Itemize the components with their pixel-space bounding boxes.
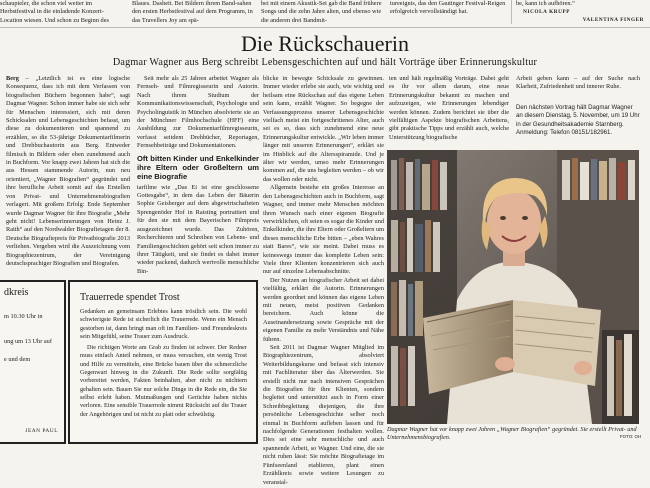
left-box-line xyxy=(4,330,64,339)
column-3-paragraph-2: Allgemein bestehe ein großes Interesse an den Lebensgeschichten auch in Buchform, sagt Wagner, und immer mehr Menschen möchten ihren Wunsch nach einer eigenen Biografie verwirklichen, oft seien es sogar die Kinder und Enkelkinder, die ihre Eltern oder Großeltern um dieses menschliche Erbe bitten – „eben Wahres statt Bares“, wie sie meint. Dabei muss es keineswegs immer das komplette Leben sein: Viele ihrer Klienten konzentrieren sich auch nur auf einzelne Lebensabschnitte. xyxy=(263,184,385,276)
left-box-line: e und dem xyxy=(4,355,31,363)
trauerrede-paragraph-1: Gedanken an gemeinsam Erlebtes kann tröstlich sein. Die wohl schwierigste Rede ist sicherlich die Trauerrede. Wenn ein Mensch gestorben ist, dann bringt man oft im Familien- und Freundeskreis sein Mitgefühl, seine Trauer zum Ausdruck. xyxy=(80,308,247,340)
top-strip-column-2: Blaues. Dasheit. Bei Bildern ihrem Band-sahen den ersten Herbstfestival auf dem Programm, in das Travellers Joy am spä- xyxy=(132,0,253,24)
column-3-paragraph-3: Der Nutzen an biografischer Arbeit sei dabei vielfältig, erklärt die Autorin. Erinnerungen werden geordnet und können das eigene Leben mit neuen, meist positiven Gedanken bereichern. Auch könne die Auseinandersetzung sowie Gespräche mit der eigenen Familie zu mehr Verständnis und Nähe führen. xyxy=(263,276,384,343)
left-box-line: ung um 13 Uhr auf xyxy=(4,338,52,346)
column-2-paragraph-1: Seit mehr als 25 Jahren arbeitet Wagner als Fernseh- und Filmregisseurin und Autorin. Nach ihrem Studium der Kommunikationswissenschaft, Psychologie und Psycholinguistik in München absolvierte sie an der Münchner Filmhochschule (HFF) eine Ausbildung zur Dokumentarfilmregisseurin, verfasst seitdem Drehbücher, Reportagen, Fernsehbeiträge und Dokumentationen. xyxy=(137,75,259,150)
byline-valentina-finger: VALENTINA FINGER xyxy=(582,17,644,23)
top-strip-column-1: schaupieler, die schon viel weiter im Herbstfestival in die einladende Konzert-Location wiesen. Und schon zu Beginn des xyxy=(0,0,109,24)
article-column-5 xyxy=(516,75,640,99)
left-box-line: m 10.30 Uhr in xyxy=(4,312,43,320)
left-box-line xyxy=(4,304,64,313)
top-column-rule xyxy=(511,0,512,24)
article-column-3 xyxy=(263,75,385,486)
column-1-text: – „Letztlich ist es eine logische Konsequenz, dass ich mit dem Verfassen von biografischen Büchern begonnen habe“, sagt Dagmar Wagner. Schon immer habe sie sich sehr für Menschen interessiert, sich mit deren Schicksalen und Lebensgeschichten befasst, um diese zu dokumentieren und spannend zu erzählen, so die 53-jährige Dokumentarfilmerin und Drehbuchautorin aus Berg. Entweder filmisch in Bildern oder eben zunehmend auch in Buchform. Vor knapp zwei Jahren hat sich die aus Hessen stammende Autorin, nun neu orientiert, „Wagner Biografien“ gegründet und ihre berufliche Arbeit somit auf das Erstellen von Privat- und Unternehmensbiografien verlagert. Mit großem Erfolg: Ende September wurde Dagmar Wagner für ihre Biografie „Mehr geht nicht! Lebenserinnerungen von Heinz J. Raith“ auf den Nordwalder Biografietagen der 8. Deutsche Biografiepreis für Privatbiografie 2013 verliehen. Vergeben wird die Auszeichnung vom Biographiezentrum, der Vereinigung deutschsprachiger Biografien und Biografen. xyxy=(6,75,130,267)
column-3-paragraph-4: Seit 2011 ist Dagmar Wagner Mitglied im Biographiezentrum, absolviert Weiterbildungskurse und befasst sich intensiv mit Fachliteratur über das Älterwerden. Sie erstellt nicht nur nach intensiven Gesprächen die Biografien für ihre Klienten, sondern begleitet und unterstützt auch in Form einer Schreibbegleitung diejenigen, die ihre persönliche Lebensgeschichte selber noch einmal in Buchform aufleben lassen und für nachfolgende Generationen festhalten wollen. Dies sei eine sehr menschliche und auch spannende Arbeit, so Wagner. Und eine, die sie nicht ruhen lässt: Sie möchte Biografietage im Fünfseenland etablieren, plant einen Erzählkreis sowie weitere Lesungen zu veranstal- xyxy=(263,344,384,486)
column-2-paragraph-2: tarfilme wie „Das Ei ist eine geschlossene Gottesgabe“, in dem das Leben der Bäuerin Sophie Geisberger auf dem abgewirtschafteten Sprengenöder Hof in Raisting portraitiert und für den sie mit dem Bayerischen Filmpreis ausgezeichnet wurde. Das Zuhören, Recherchieren und Schreiben von Lebens- und Familiengeschichten gehört seit schon immer zu ihrer Tätigkeit, und sie findet es dabei immer wieder packend, dadurch wertvolle menschliche Bin- xyxy=(137,183,259,275)
left-box-text xyxy=(4,304,64,364)
left-info-box xyxy=(0,280,66,444)
trauerrede-paragraph-2: Die richtigen Worte am Grab zu finden ist schwer. Der Redner muss einfach Anteil nehmen, er muss versuchen, ein wenig Trost und Hilfe zu vermitteln, eine Brücke bauen über die schmerzliche Gegenwart hinweg in die Zukunft. Die Rede sollte sorgfältig vorbereitet werden, Fakten beinhalten, aber nicht zu nüchtern gehalten sein. Bauen Sie nur solche Dinge in die Rede ein, die Sie selbst erlebt haben. Mutmaßungen und Gerüchte haben nichts verloren. Eine sensible Trauerrede nimmt Rücksicht auf die Trauer der Angehörigen und ist nicht zu platt oder schwülstig. xyxy=(80,344,247,418)
column-5-text: Arbeit geben kann – auf der Suche nach Klarheit, Zufriedenheit und innerer Ruhe. xyxy=(516,75,640,91)
article-intertitle: Oft bitten Kinder und Enkelkinder ihre Eltern oder Großeltern um eine Biografie xyxy=(137,153,259,181)
top-strip-column-5: be, kann ich aufhören.“ xyxy=(516,0,575,7)
photo-credit: FOTO: OH xyxy=(620,434,642,439)
top-strip-column-4: tureeignis, das den Gautinger Festival-Reigen erfolgreich vervollständigt hat. xyxy=(390,0,506,16)
portrait-photo xyxy=(387,150,639,424)
left-box-line xyxy=(4,321,64,330)
article-column-4 xyxy=(389,75,509,147)
top-strip-column-3: bei mit einem Akustik-Set gab die Band frühere Songs und die zehn Jahre alten, und ebenso wie die anderen drei Bandmit- xyxy=(261,0,382,24)
column-3-paragraph-1: blicke in bewegte Schicksale zu gewinnen. Immer wieder erlebe sie auch, wie wichtig und heilsam eine Rückschau auf das eigene Leben sein kann, erzählt Wagner. So begegne der Verfassungsprozess unserer Lebensgeschichte vielfach meist ein fortgeschrittenes Alter, auch sei es so, dass sich zunehmend eine neue Erinnerungskultur entwickle. „Wir leben immer länger mit unseren Erinnerungen“, erklärt sie im Hinblick auf die Altersspiramide. Und je älter wir werden, umso mehr Erinnerungen kommen auf, die uns begleiten werden – ob wir das wollen oder nicht. xyxy=(263,75,384,183)
byline-nicola-krupp: NICOLA KRUPP xyxy=(523,9,570,15)
trauerrede-box xyxy=(68,280,258,444)
left-box-signature: JEAN PAUL xyxy=(25,428,58,434)
article-headline: Die Rückschauerin xyxy=(241,31,409,56)
article-subheadline: Dagmar Wagner aus Berg schreibt Lebensgeschichten auf und hält Vorträge über Erinnerungskultur xyxy=(112,57,538,68)
photo-caption: Dagmar Wagner hat vor knapp zwei Jahren „Wagner Biografien“ gegründet. Sie erstellt Privat- und Unternehmensbiografien. xyxy=(387,426,637,441)
column-4-text: ten und hält regelmäßig Vorträge. Dabei geht es ihr vor allem darum, eine neue Erinnerungskultur bekannt zu machen und aufzuzeigen, wie Erinnerungen lebendiger werden können. Zudem berichtet sie über die vielfältigen Aspekte biografischen Arbeitens, gibt praktische Tipps und erzählt auch, welche Unterstützung biografische xyxy=(389,75,509,141)
lecture-info: Den nächsten Vortrag hält Dagmar Wagner an diesem Dienstag, 5. November, um 19 Uhr in der Gesundheitsakademie Starnberg. Anmeldung: Telefon 08151/182961. xyxy=(516,104,640,137)
left-box-heading: dkreis xyxy=(4,287,29,298)
article-column-2 xyxy=(137,75,259,275)
dateline: Berg xyxy=(6,75,19,82)
left-box-line xyxy=(4,347,64,356)
top-divider xyxy=(0,27,650,28)
trauerrede-heading: Trauerrede spendet Trost xyxy=(80,292,180,303)
article-column-1 xyxy=(6,75,130,272)
